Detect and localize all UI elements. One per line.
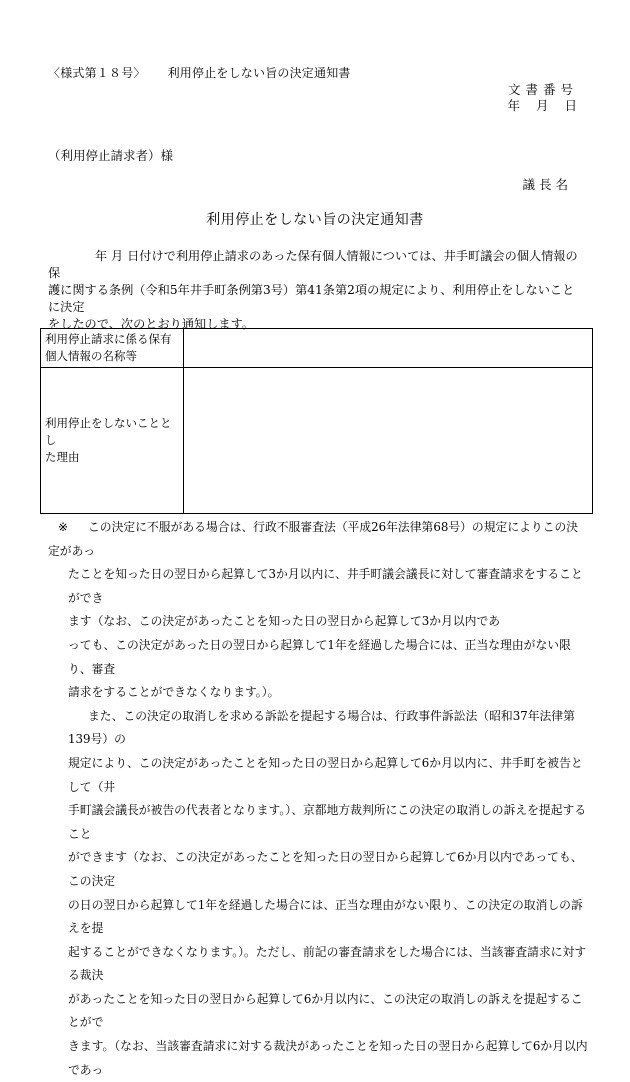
note-line: 手町議会議長が被告の代表者となります。）、京都地方裁判所にこの決定の取消しの訴えを提起すること xyxy=(68,803,587,841)
issue-date: 年 月 日 xyxy=(507,98,578,113)
note-line: の日の翌日から起算して1年を経過した場合には、正当な理由がない限り、この決定の取消しの訴えを提 xyxy=(68,897,583,936)
note-text: この決定に不服がある場合は、行政不服審査法（平成26年法律第68号）の規定によりこの決定があっ xyxy=(48,520,579,558)
label-line: 個人情報の名称等 xyxy=(45,349,137,363)
form-header xyxy=(48,64,351,81)
table-value-cell xyxy=(184,368,593,514)
table-label-cell xyxy=(41,329,184,368)
label-line: 利用停止をしないこととし xyxy=(45,416,172,447)
info-table xyxy=(40,328,593,514)
note-line: 起することができなくなります。）。ただし、前記の審査請求をした場合には、当該審査請求に対する裁決 xyxy=(68,944,587,983)
intro-line: 年 月 日付けで利用停止請求のあった保有個人情報については、井手町議会の個人情報の保 xyxy=(48,249,578,280)
signer-name: 議長名 xyxy=(522,177,572,192)
table-row xyxy=(41,368,593,514)
document-number: 文書番号 xyxy=(507,82,578,97)
intro-line: 護に関する条例（令和5年井手町条例第3号）第41条第2項の規定により、利用停止をしないことに決定 xyxy=(48,283,575,314)
label-line: 利用停止請求に係る保有 xyxy=(45,332,172,346)
note-line: 請求をすることができなくなります。）。 xyxy=(68,685,280,700)
note-line xyxy=(48,516,588,563)
addressee: （利用停止請求者）様 xyxy=(48,148,174,163)
label-line: た理由 xyxy=(45,450,80,464)
note-line: 規定により、この決定があったことを知った日の翌日から起算して6か月以内に、井手町を被告として（井 xyxy=(68,755,583,794)
note-line: ができます（なお、この決定があったことを知った日の翌日から起算して6か月以内であっても、この決定 xyxy=(68,850,583,888)
note-line: があったことを知った日の翌日から起算して6か月以内に、この決定の取消しの訴えを提起することがで xyxy=(68,991,583,1030)
table-label-cell xyxy=(41,368,184,514)
form-id: 〈様式第１８号〉 xyxy=(48,66,146,80)
document-title: 利用停止をしない旨の決定通知書 xyxy=(206,212,424,228)
note-line: きます。（なお、当該審査請求に対する裁決があったことを知った日の翌日から起算して6か月以内であっ xyxy=(68,1039,588,1077)
note-mark: ※ xyxy=(58,520,68,534)
table-value-cell xyxy=(184,329,593,368)
appeal-notice xyxy=(48,516,588,1082)
note-line: っても、この決定があった日の翌日から起算して1年を経過した場合には、正当な理由がない限り、審査 xyxy=(68,637,571,676)
table-row xyxy=(41,329,593,368)
form-title: 利用停止をしない旨の決定通知書 xyxy=(167,66,351,80)
intro-line: をしたので、次のとおり通知します。 xyxy=(48,317,254,331)
note-line: たことを知った日の翌日から起算して3か月以内に、井手町議会議長に対して審査請求をすることができ xyxy=(68,567,583,605)
intro-paragraph xyxy=(48,248,584,333)
note-line: ます（なお、この決定があったことを知った日の翌日から起算して3か月以内であ xyxy=(68,614,501,629)
note-line: また、この決定の取消しを求める訴訟を提起する場合は、行政事件訴訟法（昭和37年法律第139号）の xyxy=(68,708,575,747)
